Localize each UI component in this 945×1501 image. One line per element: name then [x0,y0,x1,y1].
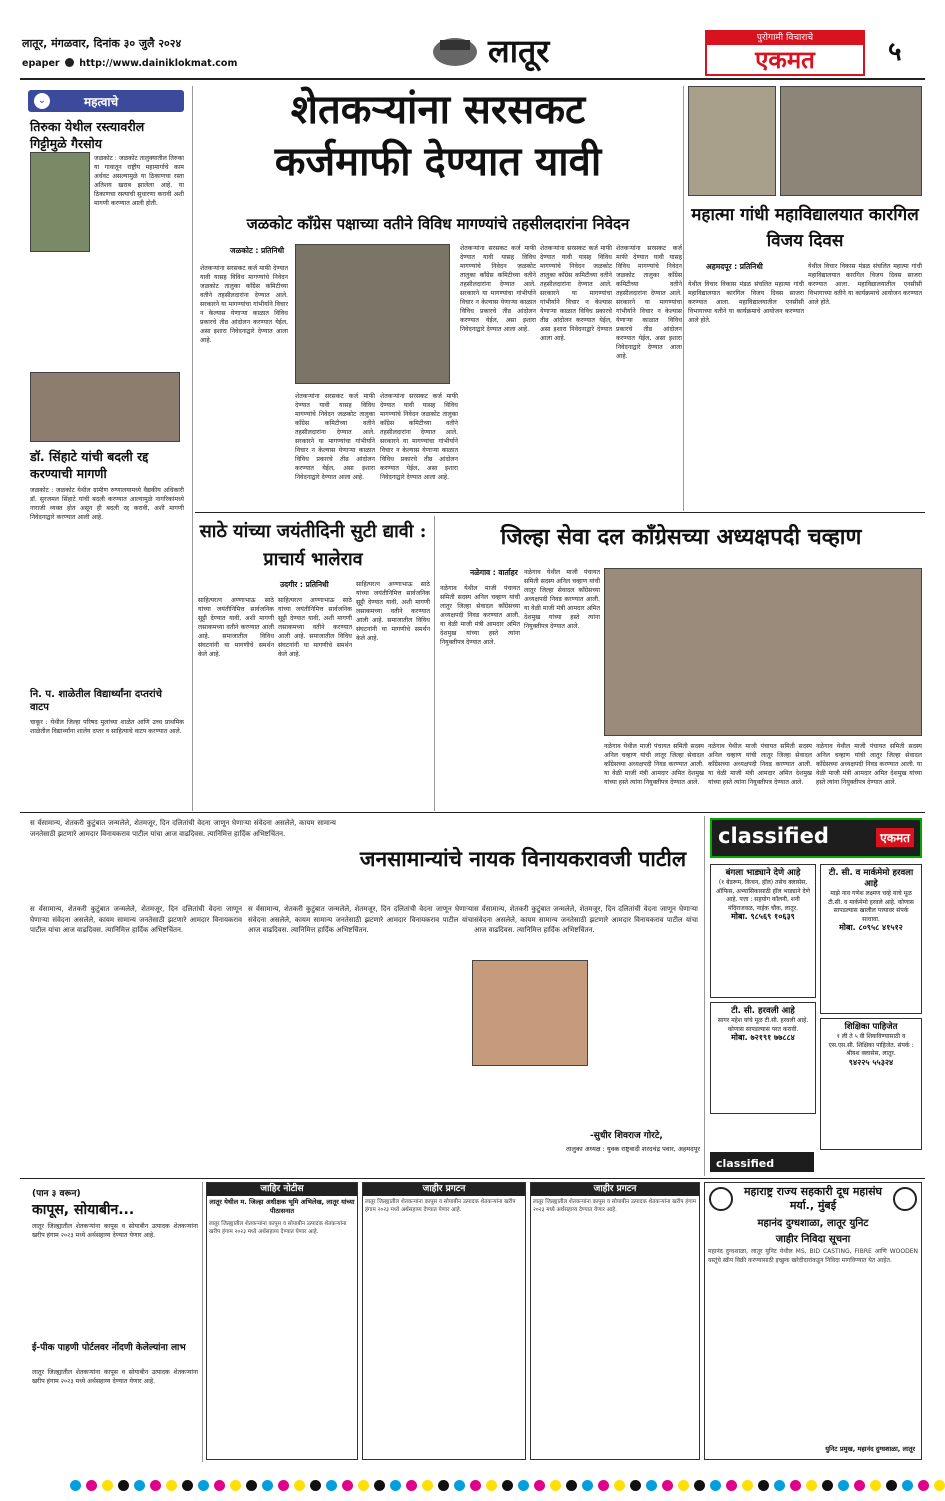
epaper-url[interactable]: http://www.dainiklokmat.com [79,58,238,69]
sathe-dateline: उदगीर : प्रतिनिधी [280,580,329,589]
sidebar-story3-title: नि. प. शाळेतील विद्यार्थ्यांना दप्तरांचे वाटप [30,689,162,713]
sathe-body-col2: साहित्यरत्न अण्णाभाऊ साठे यांच्या जयंतीनिमित्त सार्वजनिक सुट्टी देण्यात यावी, अशी मागणी लसाकमच्या वतीने करण्यात आली आहे. समाजातील विविध संघटनांनी या मागणीचे समर्थन केले आहे. [278,597,352,658]
tender-title: जाहीर निविदा सूचना [775,1234,851,1245]
chavan-body-col3: नळेगाव येथील माजी पंचायत समिती सदस्य अनिल चव्हाण यांची लातूर जिल्हा सेवादल काँग्रेसच्या अध्यक्षपदी निवड करण्यात आली. या वेळी माजी मंत्री आमदार अमित देशमुख यांच्या हस्ते त्यांना नियुक्तीपत्र देण्यात आले. [604,743,704,786]
lead-body-col1: शेतकऱ्यांना सरसकट कर्ज माफी देण्यात यावी यासह विविध मागण्यांचे निवेदन जळकोट तालुका काँग्रेस कमिटीच्या वतीने तहसीलदारांना देण्यात आले. सरकारने या मागण्यांचा गांभीर्याने विचार न केल्यास येणाऱ्या काळात विविध प्रकारचे तीव्र आंदोलन करण्यात येईल, असा इशारा निवेदनाद्वारे देण्यात आला आहे. [200,265,288,344]
page-number: ५ [888,37,902,67]
notice3-title: जाहीर प्रगटन [531,1183,699,1196]
chavan-body-col2: नळेगाव येथील माजी पंचायत समिती सदस्य अनिल चव्हाण यांची लातूर जिल्हा सेवादल काँग्रेसच्या अध्यक्षपदी निवड करण्यात आली. या वेळी माजी मंत्री आमदार अमित देशमुख यांच्या हस्ते त्यांना नियुक्तीपत्र देण्यात आले. [524,569,600,630]
paper-tagline: पुरोगामी विचाराचे [707,32,863,45]
tribute-body-col1: स र्वसामान्य, शेतकरी कुटुंबात जन्मलेले, शेतमजूर, दिन दलितांची वेदना जाणून घेणाऱ्या संवेदना असलेले, कायम सामान्य जनतेसाठी झटणारे आमदार विनायकराव पाटील यांचा आज वाढदिवस. त्यानिमित्त हार्दिक अभिष्टचिंतन. [30,905,242,934]
tender-body: महानंद दुग्धशाळा, लातूर युनिट येथील MS, BID CASTING, FIBRE आणि WOODEN वस्तूंचे स्क्रॅप विक्री करण्यासाठी इच्छुक खरेदीदारांकडून निविदा मागविण्यात येत आहेत. [708,1248,918,1264]
ad3-phone: मोबा. ८०९५८ ४१५१२ [839,923,903,932]
chavan-body-col1: नळेगाव येथील माजी पंचायत समिती सदस्य अनिल चव्हाण यांची लातूर जिल्हा सेवादल काँग्रेसच्या अध्यक्षपदी निवड करण्यात आली. या वेळी माजी मंत्री आमदार अमित देशमुख यांच्या हस्ते त्यांना नियुक्तीपत्र देण्यात आले. [440,585,520,646]
paper-logo [705,30,865,76]
chavan-body-col5: नळेगाव येथील माजी पंचायत समिती सदस्य अनिल चव्हाण यांची लातूर जिल्हा सेवादल काँग्रेसच्या अध्यक्षपदी निवड करण्यात आली. या वेळी माजी मंत्री आमदार अमित देशमुख यांच्या हस्ते त्यांना नियुक्तीपत्र देण्यात आले. [816,743,922,786]
epaper-label: epaper [22,58,60,69]
sathe-divider [434,516,435,811]
tribute-byline: -सुधीर शिवराज गोरटे, [590,1131,663,1141]
notice3-body: लातूर जिल्ह्यातील शेतकऱ्यांना कापूस व सोयाबीन उत्पादक शेतकऱ्यांना खरीप हंगाम २०२३ मध्ये अर्थसहाय्य देण्यात येणार आहे. [533,1199,696,1213]
memorandum-photo [30,372,180,442]
lead-divider [683,86,684,511]
notice1-org: लातूर येथील म. जिल्हा अधीक्षक भूमि अभिलेख, लातूर यांच्या पीठासनात [209,1198,355,1215]
tribute-body-col2: स र्वसामान्य, शेतकरी कुटुंबात जन्मलेले, शेतमजूर, दिन दलितांची वेदना जाणून घेणाऱ्या संवेदना असलेले, कायम सामान्य जनतेसाठी झटणारे आमदार विनायकराव पाटील यांचा आज वाढदिवस. त्यानिमित्त हार्दिक अभिष्टचिंतन. [248,905,474,934]
tribute-body-col3: स र्वसामान्य, शेतकरी कुटुंबात जन्मलेले, शेतमजूर, दिन दलितांची वेदना जाणून घेणाऱ्या संवेदना असलेले, कायम सामान्य जनतेसाठी झटणारे आमदार विनायकराव पाटील यांचा आज वाढदिवस. त्यानिमित्त हार्दिक अभिष्टचिंतन. [474,905,698,934]
ad4-title: शिक्षिका पाहिजेत [844,1022,898,1032]
classified-ad-tc-lost [710,1002,816,1114]
lead-body-col6: शेतकऱ्यांना सरसकट कर्ज माफी देण्यात यावी यासह विविध मागण्यांचे निवेदन जळकोट तालुका काँग्रेस कमिटीच्या वतीने तहसीलदारांना देण्यात आले. सरकारने या मागण्यांचा गांभीर्याने विचार न केल्यास येणाऱ्या काळात विविध प्रकारचे तीव्र आंदोलन करण्यात येईल, असा इशारा निवेदनाद्वारे देण्यात आला आहे. [616,245,682,360]
classified-ad-teacher [820,1018,922,1150]
bottom-story-body: लातूर जिल्ह्यातील शेतकऱ्यांना कापूस व सोयाबीन उत्पादक शेतकऱ्यांना खरीप हंगाम २०२३ मध्ये अर्थसहाय्य देण्यात येणार आहे. [32,1223,198,1239]
kargil-body-col2: येथील विचार विकास मंडळ संचलित महात्मा गांधी महाविद्यालयात कारगिल विजय दिवस साजरा करण्यात आला. महाविद्यालयातील एनसीसी विभागाच्या वतीने या कार्यक्रमाचे आयोजन करण्यात आले होते. [808,263,922,306]
tribute-body-intro: स र्वसामान्य, शेतकरी कुटुंबात जन्मलेले, शेतमजूर, दिन दलितांची वेदना जाणून घेणाऱ्या संवेदना असलेले, कायम सामान्य जनतेसाठी झटणारे आमदार विनायकराव पाटील यांचा आज वाढदिवस. त्यानिमित्त हार्दिक अभिष्टचिंतन. [30,819,336,838]
ad4-body: १ ली ते ५ वी शिकविण्यासाठी व एस.एस.सी. शिक्षिका पाहिजेत. संपर्क : श्रीयश क्लासेस, लातूर. [828,1033,914,1057]
classified-paper-name: एकमत [876,828,914,847]
chavan-headline: जिल्हा सेवा दल काँग्रेसच्या अध्यक्षपदी चव्हाण [500,524,862,550]
kargil-dateline: अहमदपूर : प्रतिनिधी [706,262,763,271]
ad2-body: सागर महेश यांचे मूळ टी.सी. हरवली आहे. कोणास सापडल्यास परत करावी. [717,1017,809,1033]
lead-body-col5: शेतकऱ्यांना सरसकट कर्ज माफी देण्यात यावी यासह विविध मागण्यांचे निवेदन जळकोट तालुका काँग्रेस कमिटीच्या वतीने तहसीलदारांना देण्यात आले. सरकारने या मागण्यांचा गांभीर्याने विचार न केल्यास येणाऱ्या काळात विविध प्रकारचे तीव्र आंदोलन करण्यात येईल, असा इशारा निवेदनाद्वारे देण्यात आला आहे. [540,245,612,342]
ad1-phone: मोबा. ९८५६९ १०६३९ [731,912,795,921]
lead-subhead: जळकोट काँग्रेस पक्षाच्या वतीने विविध मागण्यांचे तहसीलदारांना निवेदन [246,215,630,233]
lead-body-col3: शेतकऱ्यांना सरसकट कर्ज माफी देण्यात यावी यासह विविध मागण्यांचे निवेदन जळकोट तालुका काँग्रेस कमिटीच्या वतीने तहसीलदारांना देण्यात आले. सरकारने या मागण्यांचा गांभीर्याने विचार न केल्यास येणाऱ्या काळात विविध प्रकारचे तीव्र आंदोलन करण्यात येईल, असा इशारा निवेदनाद्वारे देण्यात आला आहे. [380,393,458,481]
chavan-group-photo [604,568,922,736]
classified-ad-bungalow [710,864,816,998]
lead-dateline: जळकोट : प्रतिनिधी [230,246,285,255]
chavan-body-col4: नळेगाव येथील माजी पंचायत समिती सदस्य अनिल चव्हाण यांची लातूर जिल्हा सेवादल काँग्रेसच्या अध्यक्षपदी निवड करण्यात आली. या वेळी माजी मंत्री आमदार अमित देशमुख यांच्या हस्ते त्यांना नियुक्तीपत्र देण्यात आले. [708,743,812,786]
notice1-title: जाहिर नोटीस [207,1183,357,1196]
classified-logo: classified [718,824,829,848]
bottom-story2-body: लातूर जिल्ह्यातील शेतकऱ्यांना कापूस व सोयाबीन उत्पादक शेतकऱ्यांना खरीप हंगाम २०२३ मध्ये अर्थसहाय्य देण्यात येणार आहे. [32,1369,198,1385]
road-photo [30,152,90,252]
registration-bar [70,1480,945,1491]
sidebar-divider [192,86,193,811]
notice2-box [362,1182,526,1460]
tender-box [704,1182,922,1460]
lead-body-col2: शेतकऱ्यांना सरसकट कर्ज माफी देण्यात यावी यासह विविध मागण्यांचे निवेदन जळकोट तालुका काँग्रेस कमिटीच्या वतीने तहसीलदारांना देण्यात आले. सरकारने या मागण्यांचा गांभीर्याने विचार न केल्यास येणाऱ्या काळात विविध प्रकारचे तीव्र आंदोलन करण्यात येईल, असा इशारा निवेदनाद्वारे देण्यात आला आहे. [295,393,375,481]
notice2-body: लातूर जिल्ह्यातील शेतकऱ्यांना कापूस व सोयाबीन उत्पादक शेतकऱ्यांना खरीप हंगाम २०२३ मध्ये अर्थसहाय्य देण्यात येणार आहे. [365,1199,516,1213]
sidebar-story3-body: चाकूर : येथील जिल्हा परिषद मुलांच्या शाळेत आणि उच्च प्राथमिक शाळेतील विद्यार्थ्यांना शालेय दप्तर व साहित्याचे वाटप करण्यात आले. [30,719,184,735]
kargil-photo-1 [688,86,776,196]
sidebar-story1-title: तिरुका येथील रस्त्यावरील गिट्टीमुळे गैरसोय [30,119,145,151]
edition-name: लातूर [488,32,550,70]
sathe-body-col3: साहित्यरत्न अण्णाभाऊ साठे यांच्या जयंतीनिमित्त सार्वजनिक सुट्टी देण्यात यावी, अशी मागणी लसाकमच्या वतीने करण्यात आली आहे. समाजातील विविध संघटनांनी या मागणीचे समर्थन केले आहे. [356,581,430,642]
tender-unit: महानंद दुग्धशाळा, लातूर युनिट [757,1218,869,1229]
ad1-title: बंगला भाड्याने देणे आहे [725,868,801,878]
tribute-headline: जनसामान्यांचे नायक विनायकरावजी पाटील [359,846,687,871]
lead-body-col4: शेतकऱ्यांना सरसकट कर्ज माफी देण्यात यावी यासह विविध मागण्यांचे निवेदन जळकोट तालुका काँग्रेस कमिटीच्या वतीने तहसीलदारांना देण्यात आले. सरकारने या मागण्यांचा गांभीर्याने विचार न केल्यास येणाऱ्या काळात विविध प्रकारचे तीव्र आंदोलन करण्यात येईल, असा इशारा निवेदनाद्वारे देण्यात आला आहे. [460,245,536,333]
tender-org: महाराष्ट्र राज्य सहकारी दूध महासंघ मर्या., मुंबई [743,1185,883,1212]
classified-divider [704,816,705,1176]
sidebar-story2-body: जळकोट : जळकोट येथील ग्रामीण रुग्णालयामध्ये वैद्यकीय अधिकारी डॉ. सुरजमल सिंहाटे यांची बदली करण्यात आल्यामुळे नागरिकांमध्ये नाराजी व्यक्त होत असून ही बदली रद्द करावी, अशी मागणी निवेदनाद्वारे करण्यात आली आहे. [30,487,184,521]
paper-name: एकमत [755,46,815,74]
sidebar-heading-bar [28,90,184,112]
notice1-box [206,1182,358,1460]
sathe-headline: साठे यांच्या जयंतीदिनी सुटी द्यावी : प्राचार्य भालेराव [199,521,427,570]
mid-section-rule [20,812,925,813]
ad2-title: टी. सी. हरवली आहे [731,1006,795,1016]
ad3-body: माझे नाव गणेश लक्ष्मण चव्हे याचे मूळ टी.सी. व मार्कमेमो हरवले आहे. कोणास सापडल्यास खालील पत्त्यावर संपर्क साधावा. [828,890,914,923]
chavan-dateline: नळेगाव : वार्ताहर [470,568,518,577]
epaper-line [22,58,237,69]
mahanand-logo-left [709,1187,733,1211]
sidebar-story2-title: डॉ. सिंहाटे यांची बदली रद्द करण्याची मागणी [30,449,149,481]
dateline: लातूर, मंगळवार, दिनांक ३० जुलै २०२४ [22,37,182,50]
bottom-story2-title: ई-पीक पाहणी पोर्टलवर नोंदणी केलेल्यांना लाभ [32,1343,186,1353]
masthead-rule [20,78,925,80]
upper-section-rule [195,512,925,513]
mahanand-logo-right [893,1187,917,1211]
notice1-body: लातूर जिल्ह्यातील शेतकऱ्यांना कापूस व सोयाबीन उत्पादक शेतकऱ्यांना खरीप हंगाम २०२३ मध्ये अर्थसहाय्य देण्यात येणार आहे. [209,1221,347,1235]
lead-group-photo [295,244,450,384]
ad2-phone: मोबा. ७२१९१ ७७८८४ [731,1033,795,1042]
tribute-byline-role: तालुका अध्यक्ष : युवक राष्ट्रवादी शरदचंद्र पवार, अहमदपूर [566,1145,700,1153]
sathe-body-col1: साहित्यरत्न अण्णाभाऊ साठे यांच्या जयंतीनिमित्त सार्वजनिक सुट्टी देण्यात यावी, अशी मागणी लसाकमच्या वतीने करण्यात आली आहे. समाजातील विविध संघटनांनी या मागणीचे समर्थन केले आहे. [198,597,274,658]
classified-footer-text: classified [716,1157,775,1170]
sidebar-heading: महत्वाचे [84,95,119,109]
kargil-photo-2 [780,86,922,196]
tender-sign: युनिट प्रमुख, महानंद दुग्धशाळा, लातूर [825,1445,915,1453]
chevron-down-icon: ⌄ [34,93,50,109]
classified-ad-marksheet [820,864,922,1014]
notice2-title: जाहीर प्रगटन [363,1183,525,1196]
notice3-box [530,1182,700,1460]
bottom-story-title: कापूस, सोयाबीन... [32,1202,135,1218]
lead-headline-line2: कर्जमाफी देण्यात यावी [274,138,602,185]
bottom-story-continued: (पान ३ वरून) [32,1189,81,1199]
bottom-divider-1 [202,1182,203,1462]
kargil-body-col1: येथील विचार विकास मंडळ संचलित महात्मा गांधी महाविद्यालयात कारगिल विजय दिवस साजरा करण्यात आला. महाविद्यालयातील एनसीसी विभागाच्या वतीने या कार्यक्रमाचे आयोजन करण्यात आले होते. [688,281,804,324]
sidebar-story1-body: जळकोट : जळकोट तालुक्यातील तिरुका या गावातून राष्ट्रीय महामार्गाचे काम अर्धवट असल्यामुळे या ठिकाणचा रस्ता अतिशय खराब झालेला आहे. या ठिकाणचा रस्त्याची सुधारणा करावी अशी मागणी करण्यात आली होती. [94,155,184,207]
ad3-title: टी. सी. व मार्कमेमो हरवला आहे [828,868,914,889]
globe-icon [65,58,74,67]
bottom-section-rule [20,1178,925,1179]
kargil-headline: महात्मा गांधी महाविद्यालयात कारगिल विजय दिवस [691,205,919,251]
lead-headline-line1: शेतकऱ्यांना सरसकट [290,86,586,133]
ad4-phone: ९४२२५ ५५३२४ [848,1057,894,1067]
classified-banner [710,818,922,858]
ad1-body: (१ बेडरूम, किचन, हॉल) तसेच क्लासेस, ऑफिस, अभ्यासिकासाठी हॉल भाड्याने देणे आहे. पत्ता : सहयोग कॉलनी, शनी मंदिराजवळ, नाईक चौक, लातूर. [716,879,810,912]
edition-logo-art [430,30,480,70]
classified-footer-logo [710,1152,814,1172]
